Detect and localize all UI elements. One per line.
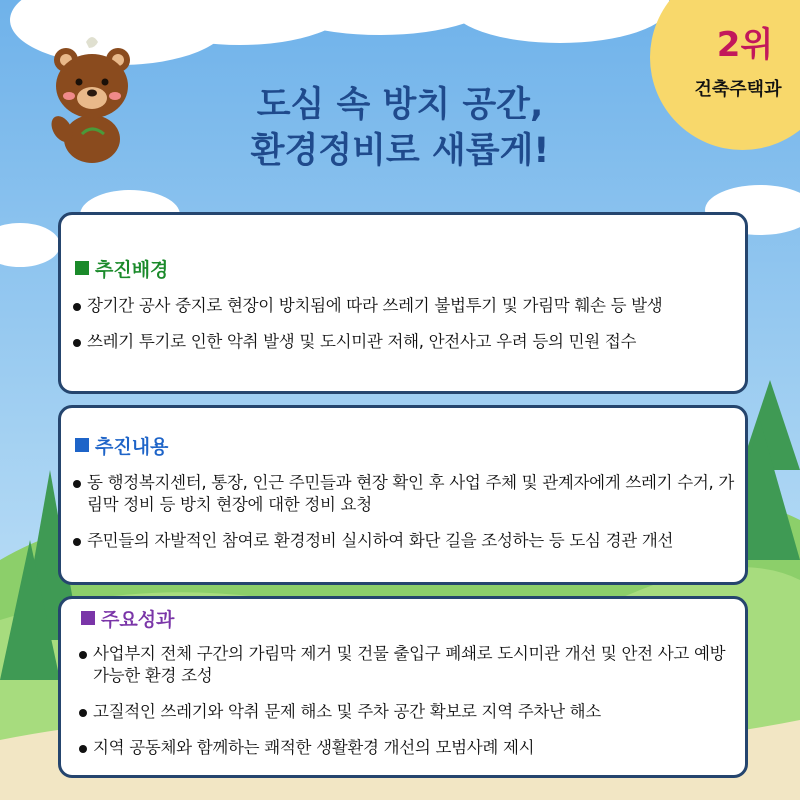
list-item	[77, 737, 737, 759]
section-results	[58, 596, 748, 778]
bullet-list	[77, 643, 737, 773]
square-icon	[81, 611, 95, 625]
list-item	[71, 295, 737, 317]
bullet-icon	[73, 480, 81, 488]
section-title-background	[75, 255, 168, 282]
section-title-text: 추진내용	[95, 436, 169, 458]
page-title	[0, 82, 800, 174]
square-icon	[75, 438, 89, 452]
bullet-icon	[79, 745, 87, 753]
list-item-text: 지역 공동체와 함께하는 쾌적한 생활환경 개선의 모범사례 제시	[93, 738, 535, 757]
department-label: 건축주택과	[694, 79, 782, 100]
bullet-icon	[79, 709, 87, 717]
rank-label: 2위	[716, 25, 774, 65]
list-item	[71, 472, 737, 516]
list-item-text: 주민들의 자발적인 참여로 환경정비 실시하여 화단 길을 조성하는 등 도심 경관 개선	[87, 531, 674, 550]
section-title-text: 추진배경	[95, 259, 169, 281]
list-item	[71, 530, 737, 552]
section-content	[58, 405, 748, 585]
list-item-text: 장기간 공사 중지로 현장이 방치됨에 따라 쓰레기 불법투기 및 가림막 훼손 등 발생	[87, 296, 663, 315]
bullet-icon	[73, 339, 81, 347]
bullet-list	[71, 472, 737, 566]
list-item	[77, 643, 737, 687]
list-item-text: 사업부지 전체 구간의 가림막 제거 및 건물 출입구 폐쇄로 도시미관 개선 및 안전 사고 예방 가능한 환경 조성	[93, 644, 726, 685]
list-item-text: 동 행정복지센터, 통장, 인근 주민들과 현장 확인 후 사업 주체 및 관계자에게 쓰레기 수거, 가림막 정비 등 방치 현장에 대한 정비 요청	[87, 473, 735, 514]
bullet-icon	[73, 538, 81, 546]
section-background	[58, 212, 748, 394]
section-title-text: 주요성과	[101, 609, 175, 631]
bullet-icon	[73, 303, 81, 311]
list-item	[71, 331, 737, 353]
square-icon	[75, 261, 89, 275]
section-title-results	[81, 605, 174, 632]
section-title-content	[75, 432, 168, 459]
title-line-2: 환경정비로 새롭게!	[250, 131, 550, 171]
list-item-text: 고질적인 쓰레기와 악취 문제 해소 및 주차 공간 확보로 지역 주차난 해소	[93, 702, 601, 721]
bullet-list	[71, 295, 737, 367]
list-item-text: 쓰레기 투기로 인한 악취 발생 및 도시미관 저해, 안전사고 우려 등의 민원 접수	[87, 332, 637, 351]
bullet-icon	[79, 651, 87, 659]
title-line-1: 도심 속 방치 공간,	[256, 85, 544, 125]
list-item	[77, 701, 737, 723]
